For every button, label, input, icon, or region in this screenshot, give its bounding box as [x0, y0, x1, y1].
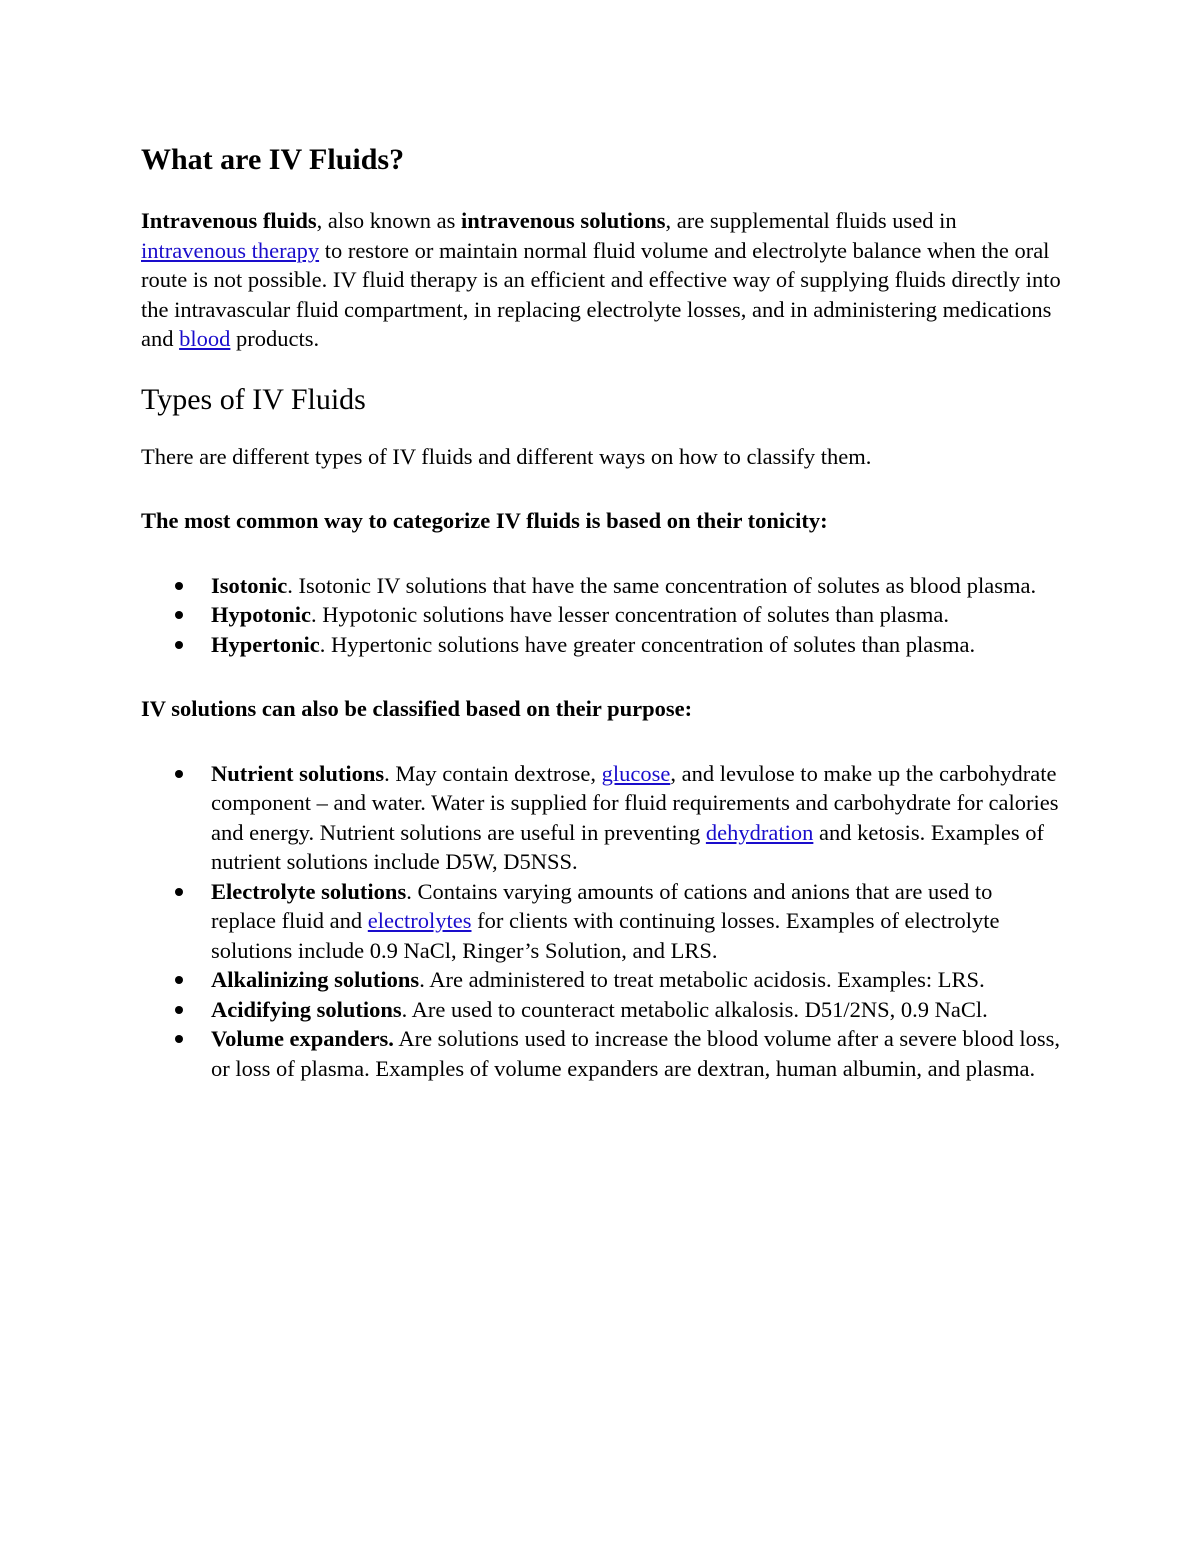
tonicity-list — [141, 571, 1061, 660]
desc-hypertonic: . Hypertonic solutions have greater concentration of solutes than plasma. — [319, 631, 976, 657]
list-item-isotonic — [211, 571, 1061, 601]
tonicity-lead: The most common way to categorize IV fluids is based on their tonicity: — [141, 508, 828, 533]
desc-nutrient-2: , and levulose to make up the carbohydrate component – and water. Water is supplied for fluid requirements and carbohydrate for calories and energy. Nutrient solutions are useful in preventing — [211, 760, 1059, 845]
desc-nutrient-3: and ketosis. Examples of nutrient solutions include D5W, D5NSS. — [211, 819, 1044, 874]
intro-text-2: , are supplemental fluids used in — [665, 208, 957, 233]
term-hypotonic: Hypotonic — [211, 602, 312, 627]
term-alkalinizing: Alkalinizing solutions — [211, 967, 420, 992]
link-dehydration[interactable]: dehydration — [705, 819, 814, 845]
purpose-lead: IV solutions can also be classified based on their purpose: — [141, 696, 693, 721]
section-title-types: Types of IV Fluids — [141, 382, 366, 416]
intro-paragraph — [141, 206, 1061, 354]
term-volume-expanders: Volume expanders. — [211, 1026, 394, 1051]
list-item-hypertonic — [211, 630, 1061, 660]
desc-alkalinizing: . Are administered to treat metabolic acidosis. Examples: LRS. — [419, 967, 985, 992]
desc-electrolyte-1: . Contains varying amounts of cations and anions that are used to replace fluid and — [211, 878, 993, 933]
document-page — [141, 140, 1061, 1118]
intro-text-1: , also known as — [316, 208, 462, 233]
desc-isotonic: . Isotonic IV solutions that have the same concentration of solutes as blood plasma. — [287, 572, 1037, 598]
intro-text-3: to restore or maintain normal fluid volume and electrolyte balance when the oral route is not possible. IV fluid therapy is an efficient and effective way of supplying fluids directly into the intravascular fluid compartment, in replacing electrolyte losses, and in administering medications and — [141, 237, 1061, 351]
list-item-hypotonic — [211, 600, 1061, 630]
types-intro-paragraph: There are different types of IV fluids and different ways on how to classify them. — [141, 443, 872, 469]
term-isotonic: Isotonic — [211, 572, 288, 598]
desc-acidifying: . Are used to counteract metabolic alkalosis. D51/2NS, 0.9 NaCl. — [401, 996, 988, 1022]
term-nutrient: Nutrient solutions — [211, 760, 385, 786]
link-electrolytes[interactable]: electrolytes — [367, 908, 472, 933]
link-glucose[interactable]: glucose — [601, 760, 671, 786]
list-item-acidifying — [211, 995, 1061, 1025]
desc-electrolyte-2: for clients with continuing losses. Examples of electrolyte solutions include 0.9 NaCl, Ringer’s Solution, and LRS. — [211, 908, 1000, 963]
desc-nutrient-1: . May contain dextrose, — [384, 760, 602, 786]
term-acidifying: Acidifying solutions — [211, 996, 402, 1022]
term-hypertonic: Hypertonic — [211, 631, 320, 657]
desc-hypotonic: . Hypotonic solutions have lesser concentration of solutes than plasma. — [311, 602, 950, 627]
desc-volume-expanders: Are solutions used to increase the blood volume after a severe blood loss, or loss of plasma. Examples of volume expanders are dextran, human albumin, and plasma. — [211, 1026, 1061, 1081]
page-title: What are IV Fluids? — [141, 143, 405, 176]
intro-term-intravenous-fluids: Intravenous fluids — [141, 208, 317, 233]
link-intravenous-therapy[interactable]: intravenous therapy — [141, 237, 320, 263]
intro-term-intravenous-solutions: intravenous solutions — [461, 208, 666, 233]
link-blood[interactable]: blood — [179, 326, 231, 351]
list-item-nutrient — [211, 759, 1061, 877]
purpose-list — [141, 759, 1061, 1084]
list-item-alkalinizing — [211, 965, 1061, 995]
intro-text-4: products. — [230, 326, 320, 351]
term-electrolyte: Electrolyte solutions — [211, 878, 407, 904]
list-item-electrolyte — [211, 877, 1061, 966]
list-item-volume-expanders — [211, 1024, 1061, 1083]
